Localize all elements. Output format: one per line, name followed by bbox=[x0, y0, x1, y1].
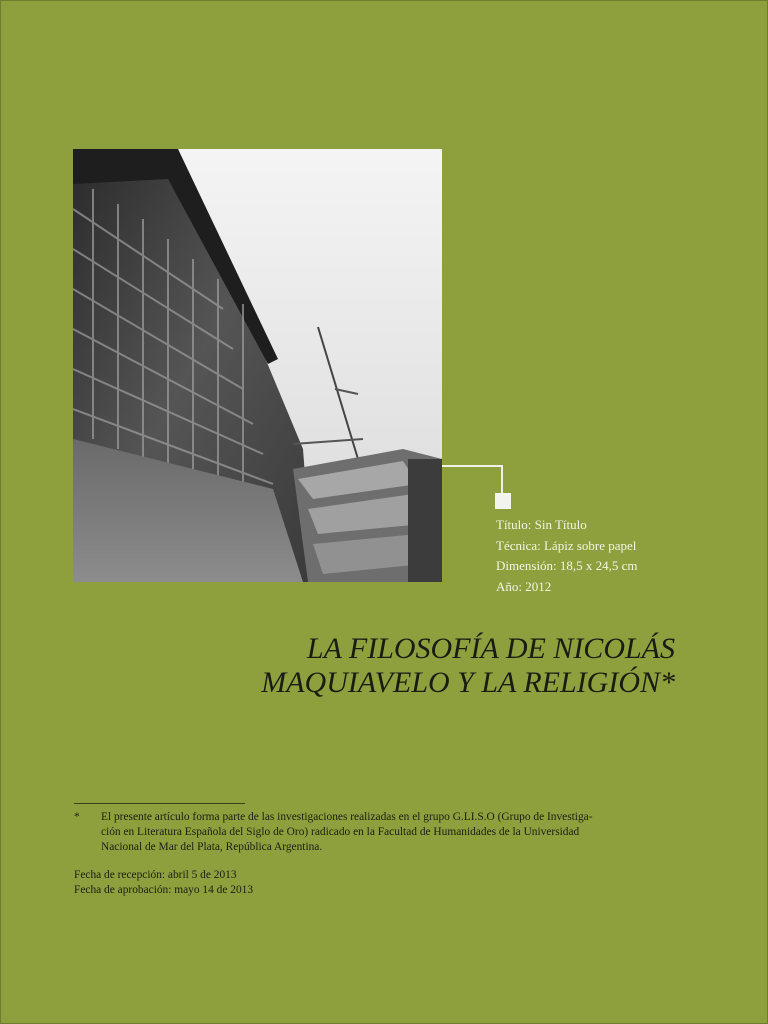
artwork-drawing bbox=[73, 149, 442, 582]
artwork-caption bbox=[496, 515, 756, 597]
article-title-line-1: LA FILOSOFÍA DE NICOLÁS bbox=[306, 632, 675, 665]
footnote-text bbox=[101, 810, 674, 855]
footnote-line-2: ción en Literatura Española del Siglo de Oro) radicado en la Facultad de Humanidades de la Universidad bbox=[101, 826, 580, 838]
footnote-marker: * bbox=[74, 811, 80, 823]
caption-connector-horizontal bbox=[442, 465, 503, 467]
footnote-divider bbox=[74, 803, 245, 804]
approval-date: Fecha de aprobación: mayo 14 de 2013 bbox=[74, 884, 254, 896]
caption-connector-vertical bbox=[501, 465, 503, 493]
article-dates bbox=[74, 868, 474, 898]
footnote bbox=[74, 810, 674, 855]
caption-anio: Año: 2012 bbox=[496, 578, 552, 594]
footnote-line-3: Nacional de Mar del Plata, República Argentina. bbox=[101, 841, 323, 853]
caption-dimension: Dimensión: 18,5 x 24,5 cm bbox=[496, 558, 638, 573]
article-title bbox=[150, 632, 675, 700]
caption-titulo: Título: Sin Título bbox=[496, 517, 587, 532]
footnote-line-1: El presente artículo forma parte de las investigaciones realizadas en el grupo G.LI.S.O (Grupo de Investiga- bbox=[101, 811, 593, 823]
article-title-line-2: MAQUIAVELO Y LA RELIGIÓN* bbox=[261, 666, 675, 699]
artwork-image bbox=[73, 149, 442, 582]
caption-connector-square bbox=[495, 493, 511, 509]
caption-tecnica: Técnica: Lápiz sobre papel bbox=[496, 537, 637, 553]
reception-date: Fecha de recepción: abril 5 de 2013 bbox=[74, 869, 237, 881]
